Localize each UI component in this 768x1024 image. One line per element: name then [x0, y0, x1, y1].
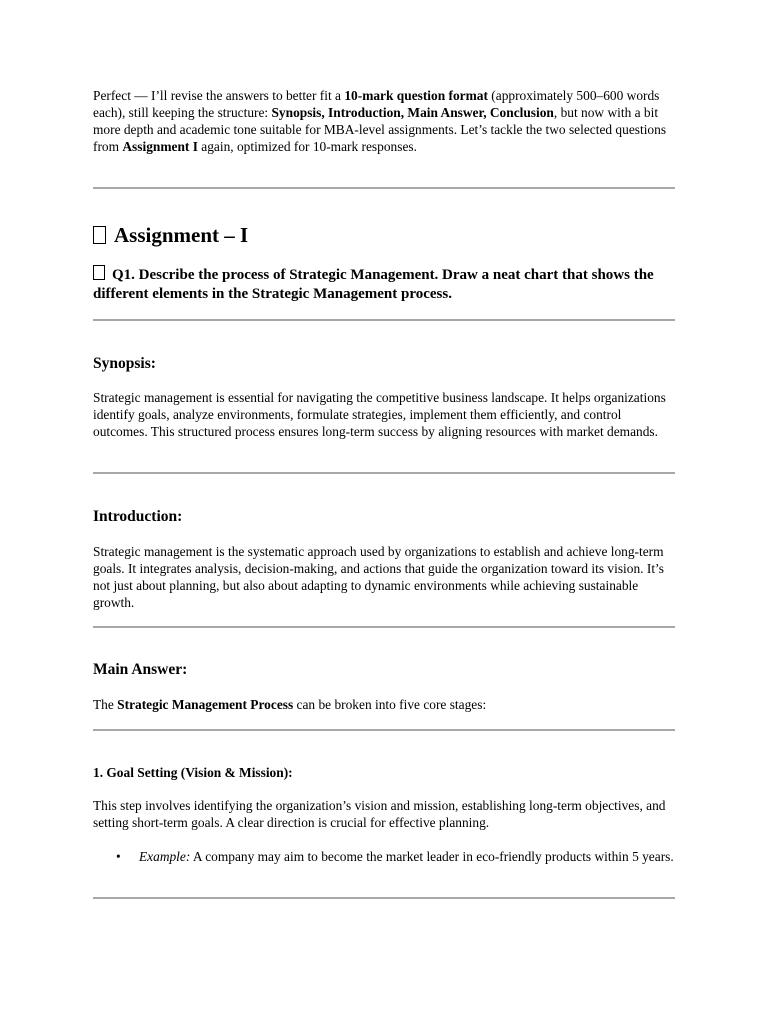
bullet-marker: • [116, 849, 121, 864]
intro-bold-2: Synopsis, Introduction, Main Answer, Conclusion [271, 105, 554, 120]
intro-paragraph [93, 87, 675, 155]
goal-setting-heading: 1. Goal Setting (Vision & Mission): [93, 765, 293, 780]
divider [93, 626, 675, 628]
intro-bold-1: 10-mark question format [344, 88, 488, 103]
main-answer-text-2: can be broken into five core stages: [293, 697, 487, 712]
assignment-title [93, 221, 248, 249]
example-label: Example: [139, 849, 191, 864]
main-answer-text-1: The [93, 697, 118, 712]
divider [93, 472, 675, 474]
introduction-text: Strategic management is the systematic approach used by organizations to establish and achieve long-term goals. It integrates analysis, decision-making, and actions that guide the organization toward its vision. It’s not just about planning, but also about adapting to dynamic environments while achieving sustainable growth. [93, 544, 664, 610]
synopsis-heading: Synopsis: [93, 355, 156, 372]
divider [93, 897, 675, 899]
divider [93, 319, 675, 321]
main-answer-bold: Strategic Management Process [117, 697, 294, 712]
divider [93, 187, 675, 189]
intro-text-2: (approximately 500–600 words each), still keeping the structure: [93, 88, 660, 120]
intro-text-1: Perfect — I’ll revise the answers to better fit a [93, 88, 345, 103]
goal-setting-text: This step involves identifying the organization’s vision and mission, establishing long-term objectives, and setting short-term goals. A clear direction is crucial for effective planning. [93, 798, 666, 830]
question-heading [93, 265, 675, 304]
synopsis-text: Strategic management is essential for navigating the competitive business landscape. It helps organizations identify goals, analyze environments, formulate strategies, implement them efficiently, and control outcomes. This structured process ensures long-term success by aligning resources with market demands. [93, 390, 666, 439]
main-answer-text [93, 696, 675, 713]
main-answer-heading: Main Answer: [93, 661, 188, 678]
intro-text-4: again, optimized for 10-mark responses. [197, 139, 417, 154]
introduction-heading: Introduction: [93, 508, 183, 525]
example-list [93, 848, 675, 865]
missing-glyph-icon [93, 226, 106, 244]
list-item [93, 848, 675, 865]
intro-text-3: , but now with a bit more depth and academic tone suitable for MBA-level assignments. Let’s tackle the two selected questions from [93, 105, 667, 154]
question-text: Q1. Describe the process of Strategic Management. Draw a neat chart that shows the different elements in the Strategic Management process. [93, 267, 654, 302]
divider [93, 729, 675, 731]
intro-bold-3: Assignment I [122, 139, 198, 154]
assignment-title-text: Assignment – I [114, 223, 249, 247]
missing-glyph-icon [93, 265, 105, 280]
example-text: A company may aim to become the market leader in eco-friendly products within 5 years. [190, 849, 674, 864]
